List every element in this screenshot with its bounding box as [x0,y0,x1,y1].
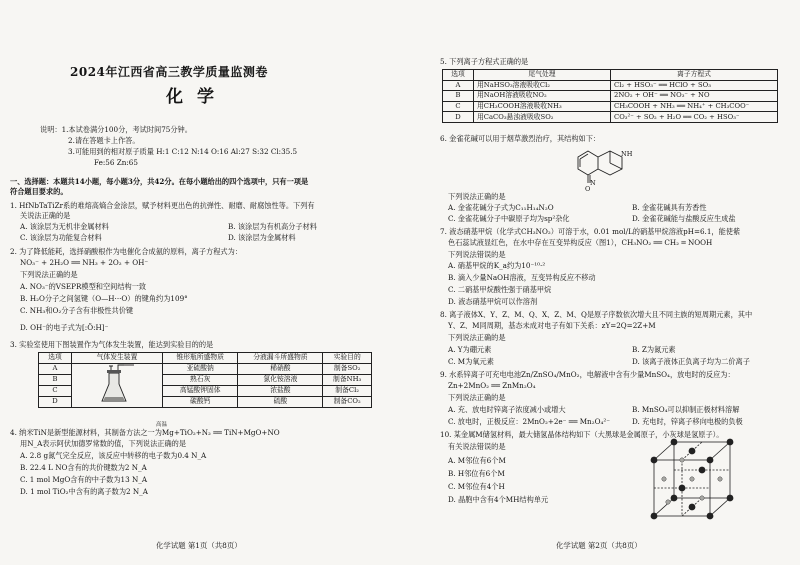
table-cell: 用NaOH溶液吸收NO₂ [474,91,611,102]
q9-equation: Zn+2MnO₂ ══ ZnMn₂O₄ [448,381,536,390]
q7-option-b: B. 滴入少量NaOH溶液，互变异构反应不移动 [448,273,596,282]
q7-stem: 7. 液态硝基甲烷（化学式CH₃NO₂）可溶于水，0.01 mol/L的硝基甲烷溶液pH=6.1，能使紫 [440,227,741,236]
q6-option-b: B. 金雀花碱具有芳香性 [632,203,707,212]
q7-option-c: C. 二硝基甲烷酸性强于硝基甲烷 [448,285,552,294]
q4-stem: 用N_A表示阿伏加德罗常数的值，下列说法正确的是 [20,439,187,448]
flask-apparatus-icon [72,364,156,404]
q1-stem: 1. HfNbTaTiZr系的难熔高熵合金涂层，赋予材料更出色的抗弹性、耐磨、耐腐蚀性等。下列有 [10,201,315,210]
q10-prompt: 有关说法错误的是 [448,442,506,451]
q10-option-a: A. M邻位有6个M [448,456,506,465]
q4-option-c: C. 1 mol MgO含有的中子数为13 N_A [20,475,148,484]
table-cell: CO₃²⁻ + SO₂ + H₂O ══ CO₂ + HSO₃⁻ [611,112,778,123]
q5-stem: 5. 下列离子方程式正确的是 [440,57,529,66]
page-footer: 化学试题 第1页（共8页） [156,541,242,550]
table-row [39,363,372,374]
q8-option-d: D. 该离子液体正负离子均为二价离子 [632,357,750,366]
q8-stem: Y、Z、M同周期，基态未成对电子有如下关系：zY=2Q=2Z+M [448,321,656,330]
n-label: N [590,179,596,187]
right-page [410,0,794,565]
table-header-row [39,353,372,364]
q10-option-b: B. H邻位有6个M [448,469,505,478]
table-cell: D [443,112,474,123]
q10-option-d: D. 晶胞中含有4个MH结构单元 [448,495,549,504]
table-cell: 稀硝酸 [238,363,323,374]
table-cell: A [39,363,72,374]
table-cell: 制备SO₂ [323,363,372,374]
table-cell: 高锰酸钾固体 [163,385,238,396]
q4-stem: 4. 纳米TiN是新型能源材料，其制备方法之一为Mg+TiO₂+N₂ ══ TiN+MgO+NO [10,428,280,437]
q3-stem: 3. 实验室使用下图装置作为气体发生装置，能达到实验目的的是 [10,340,214,349]
q9-option-b: B. MnSO₄可以抑制正极材料溶解 [632,405,740,414]
table-cell: 亚硫酸钠 [163,363,238,374]
q2-option-d: D. OH⁻的电子式为[:Ö:H]⁻ [20,323,109,332]
table-header-cell: 锥形瓶所盛物质 [163,353,238,364]
q2-option-a: A. NO₃⁻的VSEPR模型和空间结构一致 [20,282,147,291]
table-cell: A [443,80,474,91]
table-cell: 碳酸钙 [163,396,238,407]
q6-stem: 6. 金雀花碱可以用于烟草激烈治疗，其结构如下： [440,134,601,143]
q8-option-a: A. Y为硼元素 [448,345,492,354]
table-header-cell: 气体发生装置 [72,353,163,364]
page-footer: 化学试题 第2页（共8页） [556,541,642,550]
note-line: Fe:56 Zn:65 [94,158,138,167]
table-cell: 制备NH₃ [323,374,372,385]
table-cell: 浓盐酸 [238,385,323,396]
q5-table [442,69,778,123]
table-header-cell: 分液漏斗所盛物质 [238,353,323,364]
oxygen-label: O [585,185,591,193]
table-cell: B [443,91,474,102]
note-line: 2.请在答题卡上作答。 [68,136,140,145]
q2-option-c: C. NH₃和O₂分子含有非极性共价键 [20,306,134,315]
q6-option-a: A. 金雀花碱分子式为C₁₁H₁₄N₂O [448,203,554,212]
table-cell: D [39,396,72,407]
q1-option-a: A. 该涂层为无机非金属材料 [20,222,109,231]
table-cell: 用CaCO₃悬浊液吸收SO₂ [474,112,611,123]
q4-option-a: A. 2.8 g氮气完全反应，该反应中转移的电子数为0.4 N_A [20,451,207,460]
table-cell: Cl₂ + HSO₃⁻ ══ HClO + SO₃ [611,80,778,91]
table-header-cell: 尾气处理 [474,70,611,81]
subject-title: 化学 [166,87,228,107]
table-cell: 2NO₂ + OH⁻ ══ NO₃⁻ + NO [611,91,778,102]
q7-stem: 色石蕊试液显红色，在水中存在互变异构反应（图1），CH₃NO₂ ══ CH₂ ═ NOOH [448,238,713,247]
q7-option-d: D. 液态硝基甲烷可以作溶剂 [448,297,538,306]
q8-option-b: B. Z为氮元素 [632,345,676,354]
table-header-cell: 实验目的 [323,353,372,364]
q4-option-d: D. 1 mol TiO₂中含有的离子数为2 N_A [20,487,148,496]
q2-option-b: B. H₂O分子之间氢键（O—H···O）的键角约为109° [20,294,188,303]
q9-stem: 9. 水系锌离子可充电电池Zn/ZnSO₄/MnO₂，电解液中含有少量MnSO₄，放电时的反应为： [440,370,735,379]
q8-prompt: 下列说法正确的是 [448,333,506,342]
table-cell: 制备CO₂ [323,396,372,407]
note-line: 3.可能用到的相对原子质量 H:1 C:12 N:14 O:16 Al:27 S:32 Cl:35.5 [68,147,298,156]
q1-stem: 关说法正确的是 [20,211,71,220]
table-row [443,101,778,112]
table-cell: 用CH₃COOH溶液吸收NH₃ [474,101,611,112]
table-header-cell: 离子方程式 [611,70,778,81]
table-row [443,80,778,91]
note-line: 说明：1.本试卷满分100分，考试时间75分钟。 [40,125,192,134]
table-cell: 制备Cl₂ [323,385,372,396]
crystal-cell-diagram [646,438,738,520]
table-cell: C [443,101,474,112]
q9-option-d: D. 充电时，锌离子移向电极的负极 [632,417,743,426]
section-heading: 符合题目要求的。 [10,187,68,196]
table-cell: 硫酸 [238,396,323,407]
q1-option-c: C. 该涂层为功能复合材料 [20,233,102,242]
table-header-cell: 选项 [39,353,72,364]
q3-table [38,352,372,408]
q6-option-d: D. 金雀花碱能与盐酸反应生成盐 [632,214,736,223]
table-cell: 氯化铵溶液 [238,374,323,385]
q6-option-c: C. 金雀花碱分子中碳原子均为sp²杂化 [448,214,570,223]
q10-option-c: C. M邻位有4个H [448,482,505,491]
table-row [443,112,778,123]
q9-option-a: A. 充、放电时锌离子浓度减小或增大 [448,405,566,414]
table-cell: 用NaHSO₃溶液吸收Cl₂ [474,80,611,91]
q1-option-b: B. 该涂层为有机高分子材料 [228,222,317,231]
q7-prompt: 下列说法错误的是 [448,250,506,259]
table-row [443,91,778,102]
q4-option-b: B. 22.4 L NO含有的共价键数为2 N_A [20,463,147,472]
table-cell: 熟石灰 [163,374,238,385]
q9-prompt: 下列说法正确的是 [448,393,506,402]
exam-title: 2024年江西省高三教学质量监测卷 [70,65,268,79]
q2-stem: 2. 为了降低能耗，选择硝酸根作为电催化合成氨的原料，离子方程式为： [10,247,242,256]
q6-prompt: 下列说法正确的是 [448,192,506,201]
table-cell: B [39,374,72,385]
q1-option-d: D. 该涂层为金属材料 [228,233,296,242]
q8-stem: 8. 离子液体X、Y、Z、M、Q、X、Z、M、Q是原子序数依次增大且不同主族的短周期元素，其中 [440,310,753,319]
table-header-row [443,70,778,81]
q2-equation: NO₃⁻ + 2H₂O ══ NH₃ + 2O₂ + OH⁻ [20,258,149,267]
flask-apparatus-cell [72,363,163,407]
q2-prompt: 下列说法正确的是 [20,270,78,279]
table-cell: CH₃COOH + NH₃ ══ NH₄⁺ + CH₃COO⁻ [611,101,778,112]
table-cell: C [39,385,72,396]
left-page [6,0,390,565]
nh-label: NH [621,150,633,158]
q4-reaction-condition: 高温 [156,422,168,428]
q8-option-c: C. M为氧元素 [448,357,494,366]
q9-option-c: C. 放电时，正极反应：2MnO₂+2e⁻ ══ Mn₂O₄²⁻ [448,417,611,426]
q10-stem: 10. 某金属M储氢材料，最大储氢晶体结构如下（大黑球是金属原子，小灰球是氢原子）。 [440,430,724,439]
section-heading: 一、选择题：本题共14小题，每小题3分，共42分。在每小题给出的四个选项中，只有一项是 [10,177,309,186]
table-header-cell: 选项 [443,70,474,81]
q7-option-a: A. 硝基甲烷的K_a约为10⁻¹⁰·² [448,261,546,270]
